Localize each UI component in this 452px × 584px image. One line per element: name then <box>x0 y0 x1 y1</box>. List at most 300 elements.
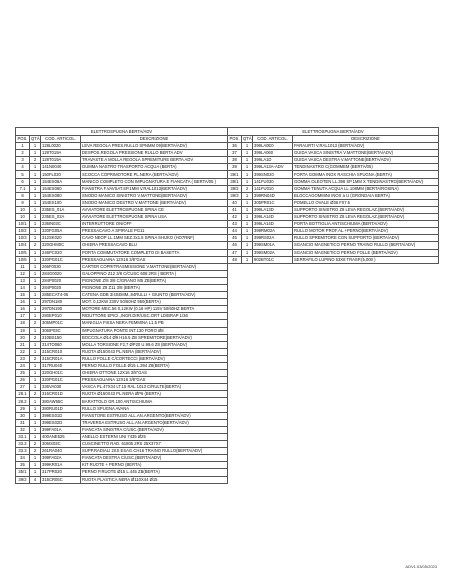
cell-pos: 27 <box>16 384 30 391</box>
cell-qty: 1 <box>30 405 41 412</box>
cell-pos: 3 <box>16 157 30 164</box>
table-row <box>16 171 228 178</box>
cell-qty: 1 <box>30 228 41 235</box>
cell-pos: 47 <box>228 249 242 256</box>
table-row <box>16 455 228 462</box>
table-row <box>16 363 228 370</box>
cell-code: 284P0020 <box>41 277 81 284</box>
table-row <box>16 164 228 171</box>
cell-code: 399LA0E0 <box>253 143 293 150</box>
cell-description: FIANCATA DESTRA C/USC.(BERTA/ADV) <box>81 455 228 462</box>
cell-pos: 14 <box>16 284 30 291</box>
cell-pos: 45 <box>228 235 242 242</box>
table-title: ELETTROSPUGNA BERTA/ADV <box>16 128 228 136</box>
table-row <box>16 221 228 228</box>
cell-code: 320GH01C <box>41 370 81 377</box>
cell-code: 305MP01C <box>41 320 81 327</box>
cell-qty: 2 <box>242 185 253 192</box>
cell-qty: 1 <box>242 192 253 199</box>
cell-pos: 39/2 <box>228 185 242 192</box>
cell-pos: 19 <box>16 327 30 334</box>
cell-qty: 1 <box>242 242 253 249</box>
cell-pos: 36 <box>228 143 242 150</box>
cell-code: 284P0020 <box>41 284 81 291</box>
cell-pos: 12 <box>16 270 30 277</box>
cell-code: 317RU040 <box>41 363 81 370</box>
cell-code: 399LA1D <box>253 157 293 164</box>
cell-pos: 37 <box>228 150 242 157</box>
table-row <box>16 327 228 334</box>
cell-pos: 33.2 <box>16 441 30 448</box>
cell-pos: 40 <box>228 199 242 206</box>
cell-code: 154ES100 <box>41 199 81 206</box>
cell-pos: 7.1 <box>16 185 30 192</box>
cell-description: LEVA REGOLA PRES.RULLO SPNMM 09(BERTA/ADV) <box>81 143 228 150</box>
cell-code: 902BT01C <box>253 256 293 263</box>
cell-code: 399FA01A <box>41 426 81 433</box>
table-row <box>16 419 228 426</box>
cell-code: 399LA13D <box>253 206 293 213</box>
cell-description: PORTA BOTTIGLIA ANTISCHIUMA (BERTA/ADV) <box>293 221 439 228</box>
table-row <box>228 150 439 157</box>
cell-code: 399ES02D <box>41 419 81 426</box>
cell-qty: 1 <box>30 263 41 270</box>
cell-qty: 1 <box>30 164 41 171</box>
table-row <box>16 426 228 433</box>
cell-code: 400ANE525 <box>41 433 81 440</box>
cell-code: 154ES060 <box>41 185 81 192</box>
cell-qty: 2 <box>30 334 41 341</box>
cell-code: 284G0020 <box>41 270 81 277</box>
cell-code: 315CR01D <box>41 391 81 398</box>
cell-description: CUSCINETTO RAD. 61805 2RS 25X37X7 <box>81 441 228 448</box>
cell-qty: 1 <box>30 185 41 192</box>
cell-qty: 1 <box>242 235 253 242</box>
cell-qty: 1 <box>30 143 41 150</box>
table-row <box>16 192 228 199</box>
cell-description: GHIERA PRESSACAVO BLU <box>81 242 228 249</box>
cell-qty: 1 <box>30 348 41 355</box>
cell-code: 246PC020 <box>41 249 81 256</box>
cell-qty: 1 <box>242 206 253 213</box>
table-row <box>16 270 228 277</box>
cell-description: AVVIATORE ELETTROSPUGNE SPINA CE <box>81 206 228 213</box>
cell-code: 154ES06A <box>41 178 81 185</box>
cell-pos: 18 <box>16 320 30 327</box>
table-row <box>16 299 228 306</box>
cell-code: 128L0020 <box>41 143 81 150</box>
cell-code: 297DN190 <box>41 306 81 313</box>
table-row <box>228 206 439 213</box>
table-row <box>228 256 439 263</box>
table-row <box>16 334 228 341</box>
cell-code: 236IN03C <box>41 221 81 228</box>
cell-pos: 21 <box>16 341 30 348</box>
cell-pos: 31 <box>16 419 30 426</box>
cell-pos: 20 <box>16 334 30 341</box>
cell-description: PIGNONE Z/8 3/8 C/GRANO M5 ZB(BERTA) <box>81 277 228 284</box>
cell-qty: 1 <box>242 256 253 263</box>
table-row <box>228 192 439 199</box>
cell-description: GOMMA TENUTA ACQUA LL.108MM (BERTA/ROSINA) <box>293 185 439 192</box>
cell-description: PRESSACAVO A SPIRALE PG11 <box>81 228 228 235</box>
cell-qty: 1 <box>30 412 41 419</box>
table-row <box>16 178 228 185</box>
cell-description: RUOTA Ø150X43 PL.NERA ØP6 (BERTA) <box>81 391 228 398</box>
cell-qty: 1 <box>30 199 41 206</box>
cell-code: 154ES080 <box>41 192 81 199</box>
table-row <box>228 199 439 206</box>
table-row <box>228 178 439 185</box>
cell-code: 399RM02A <box>253 228 293 235</box>
cell-description: ANELLO ESTERNI UNI 7435 Ø25 <box>81 433 228 440</box>
cell-code: 314TO060 <box>41 341 81 348</box>
cell-qty: 1 <box>30 398 41 405</box>
cell-qty: 1 <box>242 228 253 235</box>
cell-description: RULLO SPUGNA AVANA <box>81 405 228 412</box>
table-row <box>228 157 439 164</box>
cell-code: 399SN020 <box>253 171 293 178</box>
cell-description: GHIERA OTTONE 12X16 3/8"GAS <box>81 370 228 377</box>
table-row <box>16 341 228 348</box>
cell-pos: 35 <box>16 462 30 469</box>
table-row <box>16 391 228 398</box>
table-row <box>16 206 228 213</box>
table-row <box>16 469 228 476</box>
cell-code: 141N0040 <box>41 164 81 171</box>
cell-pos: 48 <box>228 256 242 263</box>
cell-qty: 1 <box>30 377 41 384</box>
cell-qty: 1 <box>242 199 253 206</box>
cell-description: SUPPORTO SINISTRO Z8 LEVA REGOLAZ.(BERTA/ADV) <box>293 206 439 213</box>
cell-description: GUMMA NASTRO TRASPORTO ACQUA (BERTA) <box>81 164 228 171</box>
cell-code: 280EP010 <box>41 313 81 320</box>
table-row <box>16 263 228 270</box>
cell-qty: 1 <box>30 426 41 433</box>
column-header-code: COD. ARTICOL. <box>41 136 81 143</box>
cell-pos: 28.1 <box>16 391 30 398</box>
cell-description: SCOCCA COPRIMOTORE PL.NERA (BERTA/ADV) <box>81 171 228 178</box>
table-row <box>228 143 439 150</box>
column-header-pos: POS. <box>17 136 28 142</box>
table-row <box>228 235 439 242</box>
cell-pos: 10/6 <box>16 256 30 263</box>
cell-description: TRAVASTE A MOLLA REGOLA SPREMITURE BERTA ADV <box>81 157 228 164</box>
cell-pos: 46 <box>228 242 242 249</box>
cell-pos: 6 <box>16 178 30 185</box>
cell-description: PRESSAGUAINA 12X16 3/8"GAS <box>81 256 228 263</box>
cell-qty: 1 <box>30 363 41 370</box>
cell-qty: 1 <box>30 384 41 391</box>
cell-pos: 10/4 <box>16 242 30 249</box>
cell-description: TRAVERSA ESTRUSO ALL.AN.ARGENTO(BERTA/ADV) <box>81 419 228 426</box>
cell-code: 320PG01C <box>41 256 81 263</box>
cell-pos: 10/5 <box>16 249 30 256</box>
cell-code: 399LA14D <box>253 214 293 221</box>
cell-qty: 2 <box>30 320 41 327</box>
cell-qty: 1 <box>30 327 41 334</box>
cell-qty: 1 <box>30 249 41 256</box>
cell-qty: 2 <box>30 157 41 164</box>
cell-pos: 24 <box>16 363 30 370</box>
column-header-description: DESCRIZIONE <box>81 136 228 143</box>
cell-description: MOT. 0,12KW 230V 50/60HZ 950(BERTA) <box>81 299 228 306</box>
cell-pos: 35/1 <box>16 469 30 476</box>
cell-qty: 1 <box>242 150 253 157</box>
cell-pos: 16 <box>16 299 30 306</box>
cell-code: 310BS150 <box>41 334 81 341</box>
cell-pos: 8 <box>16 192 30 199</box>
table-row <box>16 384 228 391</box>
cell-description: CATENA GDB 3/4SEMM.,84RULLI + GIUNTO (BERTA/ADV) <box>81 292 228 299</box>
table-row <box>16 405 228 412</box>
column-header-qty: QTÀ <box>243 136 252 142</box>
cell-description: PIGNONE Z8 Z11 3/8 (BERTA) <box>81 284 228 291</box>
cell-qty: 2 <box>30 391 41 398</box>
table-row <box>16 284 228 291</box>
cell-description: GALOPPINO Z12 3/8 C/CUSC 608 2RS ( BERTA ) <box>81 270 228 277</box>
cell-description: FORTA GOMMA INOX RASCHIA SPUGNA (BERTA) <box>293 171 439 178</box>
cell-pos: 33.3 <box>16 448 30 455</box>
column-header-qty: QTÀ <box>31 136 40 142</box>
cell-qty: 1 <box>30 270 41 277</box>
cell-code: 320FG05A <box>41 228 81 235</box>
cell-code: 380AW55C <box>41 398 81 405</box>
column-header-description: DESCRIZIONE <box>293 136 439 143</box>
cell-description: AVVIATORE ELETTROSPUGNE SPINA USA <box>81 214 228 221</box>
cell-code: 399LA14D <box>253 221 293 228</box>
cell-pos: 34 <box>16 455 30 462</box>
cell-pos: 22 <box>16 348 30 355</box>
cell-description: TENDINASTRO C(GOMMEM (BERTA/05) <box>293 164 439 171</box>
cell-pos: 32 <box>16 426 30 433</box>
cell-description: RULLO MOTOR PROF.AL.+PERNO(BERTA/ADV) <box>293 228 439 235</box>
cell-code: 128T019A <box>41 157 81 164</box>
cell-description: VASCA PL.47X34 LT.15 RAL 1013 C/RULTE(BERTA) <box>81 384 228 391</box>
cell-description: BARATTOLO GR.100 ANTISCHIUMA <box>81 398 228 405</box>
cell-description: GUIDA VASCA DESTRA V.MATTONE(BERTA/ADV) <box>293 157 439 164</box>
cell-qty: 1 <box>242 178 253 185</box>
cell-pos: 10 <box>16 214 30 221</box>
cell-description: RIDUTTORE EPICI.,INGR.DIR/USC.ORT LD/BRAP 1/36 <box>81 313 228 320</box>
cell-qty: 1 <box>30 455 41 462</box>
parts-table-right-body <box>228 143 439 264</box>
cell-code: 235ES_01A <box>41 206 81 213</box>
cell-code: 399RN04D <box>253 192 293 199</box>
column-header-pos: POS. <box>229 136 240 142</box>
cell-code: 297DN180 <box>41 299 81 306</box>
cell-pos: 39/1 <box>228 171 242 178</box>
cell-qty: 1 <box>242 171 253 178</box>
cell-code: 399LA060 <box>253 150 293 157</box>
cell-code: 399ES01D <box>41 412 81 419</box>
cell-pos: 16 <box>16 306 30 313</box>
cell-pos: 39/3 <box>228 192 242 199</box>
cell-description: BOCCOLA Ø14 Ø9 H16.5 ZB SPREMITORE(BERTA/ADV) <box>81 334 228 341</box>
cell-qty: 1 <box>30 256 41 263</box>
cell-qty: 1 <box>30 284 41 291</box>
cell-code: 336VA030 <box>41 384 81 391</box>
cell-code: 399SM01A <box>253 242 293 249</box>
parts-table-left <box>15 127 228 484</box>
table-row <box>228 214 439 221</box>
cell-code: 235ES_02A <box>41 214 81 221</box>
cell-pos: 10/1 <box>16 221 30 228</box>
cell-qty: 1 <box>30 192 41 199</box>
cell-pos: 38 <box>228 157 242 164</box>
cell-description: GOMMA OLEOTEN LL.398 SP.1MM X TENDINASTRO(BERTA/ADV) <box>293 178 439 185</box>
cell-qty: 1 <box>30 433 41 440</box>
table-row <box>16 355 228 362</box>
cell-qty: 1 <box>242 164 253 171</box>
parts-table-left-body <box>16 143 228 484</box>
table-row <box>16 377 228 384</box>
table-row <box>228 249 439 256</box>
cell-qty: 1 <box>30 221 41 228</box>
cell-pos: 10/2 <box>16 228 30 235</box>
cell-pos: 43 <box>228 221 242 228</box>
cell-pos: 2 <box>16 150 30 157</box>
cell-description: PRESSAGUAINA 12X16 3/8"GAS <box>81 377 228 384</box>
cell-code: 141FU030 <box>253 178 293 185</box>
cell-qty: 1 <box>242 214 253 221</box>
cell-qty: 1 <box>30 306 41 313</box>
cell-description: SERRAFILO LUPINO 53X8 TRASP.(5,000 ) <box>293 256 439 263</box>
table-row <box>16 306 228 313</box>
cell-code: 315CR01A <box>41 355 81 362</box>
table-row <box>228 242 439 249</box>
cell-code: 305PR01C <box>253 199 293 206</box>
cell-description: FIANSTRA F.VAVSAT.SP.1MM V.RAL1013(BERTA/ADV) <box>81 185 228 192</box>
cell-qty: 1 <box>242 221 253 228</box>
table-row <box>16 313 228 320</box>
table-title: ELETTROSPUGNA BERTA/ADV <box>228 128 439 136</box>
cell-code: 285ECAT4-05 <box>41 292 81 299</box>
cell-pos: 9 <box>16 199 30 206</box>
cell-code: 315CR010 <box>41 348 81 355</box>
cell-pos: 33.1 <box>16 433 30 440</box>
table-row <box>16 348 228 355</box>
table-row <box>16 320 228 327</box>
table-row <box>16 256 228 263</box>
cell-description: MANICO COMPLETO CON IMPUGNATURA E FIANCATA ( BERTA/05 ) <box>81 178 228 185</box>
cell-pos: 13 <box>16 277 30 284</box>
cell-description: IMPUGNATURA PONTE INT.130 FORO Ø8 <box>81 327 228 334</box>
cell-qty: 1 <box>30 235 41 242</box>
cell-qty: 4 <box>30 476 41 483</box>
cell-pos: 39/1 <box>228 178 242 185</box>
cell-pos: 39 <box>228 164 242 171</box>
table-row <box>16 143 228 150</box>
table-row <box>16 292 228 299</box>
table-row <box>16 398 228 405</box>
cell-qty: 1 <box>30 469 41 476</box>
cell-code: 320PG01C <box>41 377 81 384</box>
table-row <box>16 277 228 284</box>
cell-pos: 4 <box>16 164 30 171</box>
table-row <box>228 185 439 192</box>
cell-code: 306IP03C <box>41 327 81 334</box>
cell-description: BLOCCAGOMMINI INOX a U (GRONDAIA BERTA) <box>293 192 439 199</box>
cell-code: 320GHM0C <box>41 242 81 249</box>
cell-code: 266F0030 <box>41 263 81 270</box>
cell-description: DESPOS.REGOLA PRESSIONE RULLO BERTA ADV <box>81 150 228 157</box>
table-row <box>16 441 228 448</box>
cell-description: POMELLO OVALE Ø36 F07.5 <box>293 199 439 206</box>
document-code: ADV1.03/05/2023 <box>405 564 437 569</box>
cell-code: 399LA13A-ADV <box>253 164 293 171</box>
cell-code: 150FL020 <box>41 171 81 178</box>
cell-qty: 1 <box>30 171 41 178</box>
table-row <box>16 150 228 157</box>
cell-description: SGANCIO MAGNETICO PERNO FOLLE (BERTA/ADV) <box>293 249 439 256</box>
cell-code: 399FA02A <box>41 455 81 462</box>
table-row <box>16 462 228 469</box>
cell-qty: 1 <box>30 341 41 348</box>
table-row <box>228 171 439 178</box>
table-row <box>16 370 228 377</box>
cell-description: PERNO P.RUOTE Ø15 L.445 ZB(BERTA) <box>81 469 228 476</box>
cell-description: SUPP.RADIALI 2SS ESAG.CH16 TRAINO RULLO(BERTA/ADV) <box>81 448 228 455</box>
cell-description: MANIGLIA FISSA NERA FEMMINA L1.5 PB <box>81 320 228 327</box>
table-row <box>16 412 228 419</box>
cell-code: 312SK020 <box>41 235 81 242</box>
parts-table-right <box>227 127 439 264</box>
table-row <box>228 164 439 171</box>
table-row <box>16 157 228 164</box>
cell-qty: 1 <box>30 299 41 306</box>
cell-description: MOLLA TORSIONE F2,7 ØP20 U.99.6 Z8 (BERTA/ADV) <box>81 341 228 348</box>
table-row <box>16 476 228 483</box>
table-row <box>228 221 439 228</box>
cell-description: CARTER COPRITRASMISSIONE V.MATTONE(BERTA/ADV) <box>81 263 228 270</box>
cell-qty: 2 <box>30 441 41 448</box>
cell-description: PERNO RULLO FOLLE Ø15 L.394 Z8(BERTA) <box>81 363 228 370</box>
cell-qty: 1 <box>30 292 41 299</box>
cell-description: PORTA COMMUTATORE COMPLETO DI BASETTA <box>81 249 228 256</box>
cell-qty: 1 <box>242 157 253 164</box>
cell-qty: 2 <box>30 242 41 249</box>
cell-pos: 39/2 <box>16 476 30 483</box>
cell-qty: 1 <box>30 277 41 284</box>
cell-description: INTERRUTTORE ON/OFF <box>81 221 228 228</box>
cell-description: GUIDA VASCA SINISTRA V.MATTONE(BERTA/ADV) <box>293 150 439 157</box>
cell-code: 315CR05C <box>41 476 81 483</box>
cell-qty: 2 <box>30 355 41 362</box>
cell-pos: 30 <box>16 412 30 419</box>
cell-pos: 5 <box>16 171 30 178</box>
cell-qty: 1 <box>242 249 253 256</box>
cell-code: 261RA040 <box>41 448 81 455</box>
table-row <box>16 249 228 256</box>
cell-qty: 1 <box>30 462 41 469</box>
cell-pos: 28.2 <box>16 398 30 405</box>
cell-pos: 10/3 <box>16 235 30 242</box>
cell-code: 399KR01A <box>41 462 81 469</box>
cell-description: SNODO MANICO DESTRO V.MATTONE (BERTA/ADV) <box>81 199 228 206</box>
table-row <box>16 214 228 221</box>
table-row <box>16 235 228 242</box>
cell-description: RUOTA PLASTICA NERA Ø110X44 Ø15 <box>81 476 228 483</box>
cell-pos: 15 <box>16 292 30 299</box>
cell-pos: 17 <box>16 313 30 320</box>
cell-code: 141FU010 <box>253 185 293 192</box>
cell-code: 306IS03C <box>41 441 81 448</box>
cell-code: 128T019A <box>41 150 81 157</box>
cell-pos: 29 <box>16 405 30 412</box>
cell-description: FIANCATA SINISTRA C/USC.(BERTA/ADV) <box>81 426 228 433</box>
cell-description: SNODO MANICO SINISTRO V.MATTONE(BERTA/ADV) <box>81 192 228 199</box>
